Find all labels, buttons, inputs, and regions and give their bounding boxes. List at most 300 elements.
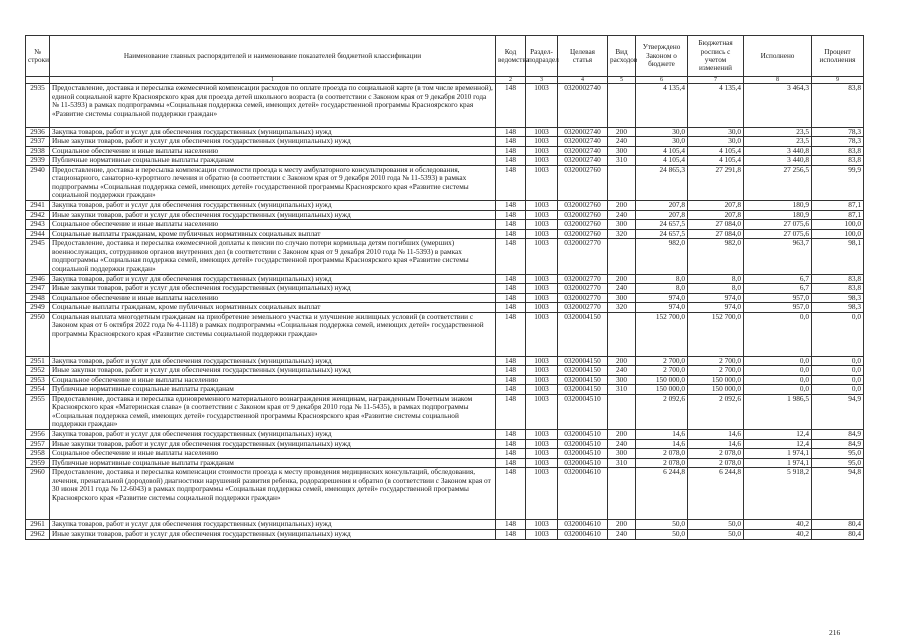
cell-row-number: 2953 — [26, 375, 50, 385]
cell-budget-list: 2 700,0 — [688, 366, 744, 376]
cell-name: Предоставление, доставка и пересылка компенсации стоимости проезда к месту проведения медицинских консультаций, обследования, лечения, пренатальной (дородовой) диагностики нарушений развития ребенка, родоразрешения и обратно (в соответствии с Законом края от 30 июня 2011 года № 12-6043) в рамках подпрограммы «Социальная поддержка семей, имеющих детей» государственной программы Красноярского края «Развитие системы социальной поддержки граждан» — [50, 468, 496, 520]
cell-percent: 100,0 — [812, 229, 864, 239]
cell-approved: 8,0 — [636, 274, 688, 284]
cell-target-item: 0320002760 — [558, 220, 608, 230]
cell-expense-type: 200 — [608, 201, 636, 211]
cell-section: 1003 — [526, 284, 558, 294]
cell-row-number: 2946 — [26, 274, 50, 284]
cell-target-item: 0320002760 — [558, 165, 608, 200]
cell-target-item: 0320002760 — [558, 210, 608, 220]
cell-expense-type: 200 — [608, 356, 636, 366]
cell-executed: 180,9 — [744, 201, 812, 211]
cell-executed: 0,0 — [744, 385, 812, 395]
cell-section: 1003 — [526, 366, 558, 376]
cell-percent: 98,3 — [812, 293, 864, 303]
budget-table — [25, 35, 864, 540]
cell-budget-list: 14,6 — [688, 439, 744, 449]
cell-percent: 98,1 — [812, 239, 864, 274]
cell-name: Публичные нормативные социальные выплаты гражданам — [50, 458, 496, 468]
table-row — [26, 303, 864, 313]
table-row — [26, 394, 864, 429]
cell-department-code: 148 — [496, 312, 526, 356]
cell-approved: 50,0 — [636, 520, 688, 530]
cell-row-number: 2945 — [26, 239, 50, 274]
cell-approved: 982,0 — [636, 239, 688, 274]
cell-name: Иные закупки товаров, работ и услуг для обеспечения государственных (муниципальных) нужд — [50, 137, 496, 147]
cell-row-number: 2962 — [26, 530, 50, 540]
cell-approved: 150 000,0 — [636, 375, 688, 385]
cell-percent: 0,0 — [812, 356, 864, 366]
cell-target-item: 0320002740 — [558, 156, 608, 166]
cell-approved: 2 700,0 — [636, 356, 688, 366]
cell-executed: 12,4 — [744, 439, 812, 449]
cell-budget-list: 4 135,4 — [688, 84, 744, 128]
cell-target-item: 0320004150 — [558, 366, 608, 376]
cell-executed: 0,0 — [744, 366, 812, 376]
cell-department-code: 148 — [496, 429, 526, 439]
col-header-executed: Исполнено — [744, 36, 812, 77]
cell-expense-type: 300 — [608, 375, 636, 385]
cell-section: 1003 — [526, 156, 558, 166]
cell-name: Предоставление, доставка и пересылка единовременного материального вознаграждения женщинам, награжденным Почетным знаком Красноярского края «Материнская слава» (в соответствии с Законом края от 9 декабря 2010 года № 11-5435), в рамках подпрограммы «Социальная поддержка семей, имеющих детей» государственной программы Красноярского края «Развитие системы социальной поддержки граждан» — [50, 394, 496, 429]
cell-department-code: 148 — [496, 220, 526, 230]
col-header-section: Раздел-подраздел — [526, 36, 558, 77]
cell-expense-type: 200 — [608, 520, 636, 530]
cell-target-item: 0320002770 — [558, 239, 608, 274]
cell-department-code: 148 — [496, 520, 526, 530]
cell-section: 1003 — [526, 429, 558, 439]
cell-section: 1003 — [526, 293, 558, 303]
cell-target-item: 0320002770 — [558, 303, 608, 313]
cell-expense-type: 300 — [608, 449, 636, 459]
cell-section: 1003 — [526, 449, 558, 459]
cell-section: 1003 — [526, 229, 558, 239]
cell-row-number: 2947 — [26, 284, 50, 294]
cell-target-item: 0320002740 — [558, 84, 608, 128]
cell-executed: 0,0 — [744, 312, 812, 356]
cell-approved: 4 105,4 — [636, 156, 688, 166]
cell-approved: 14,6 — [636, 429, 688, 439]
cell-budget-list: 27 084,0 — [688, 229, 744, 239]
cell-executed: 0,0 — [744, 356, 812, 366]
cell-executed: 3 440,8 — [744, 146, 812, 156]
cell-department-code: 148 — [496, 293, 526, 303]
cell-name: Закупка товаров, работ и услуг для обеспечения государственных (муниципальных) нужд — [50, 274, 496, 284]
cell-name: Иные закупки товаров, работ и услуг для обеспечения государственных (муниципальных) нужд — [50, 284, 496, 294]
col-number: 2 — [496, 77, 526, 84]
cell-row-number: 2944 — [26, 229, 50, 239]
cell-executed: 27 256,5 — [744, 165, 812, 200]
cell-row-number: 2958 — [26, 449, 50, 459]
cell-expense-type: 300 — [608, 293, 636, 303]
col-number: 3 — [526, 77, 558, 84]
cell-budget-list: 2 078,0 — [688, 458, 744, 468]
cell-department-code: 148 — [496, 449, 526, 459]
cell-section: 1003 — [526, 137, 558, 147]
cell-department-code: 148 — [496, 356, 526, 366]
cell-section: 1003 — [526, 468, 558, 520]
cell-executed: 3 440,8 — [744, 156, 812, 166]
cell-budget-list: 2 092,6 — [688, 394, 744, 429]
cell-department-code: 148 — [496, 284, 526, 294]
cell-section: 1003 — [526, 394, 558, 429]
cell-row-number: 2936 — [26, 127, 50, 137]
cell-row-number: 2960 — [26, 468, 50, 520]
cell-department-code: 148 — [496, 137, 526, 147]
cell-row-number: 2939 — [26, 156, 50, 166]
cell-row-number: 2959 — [26, 458, 50, 468]
cell-percent: 83,8 — [812, 156, 864, 166]
cell-name: Предоставление, доставка и пересылка ежемесячной доплаты к пенсии по случаю потери кормильца детям погибших (умерших) военнослужащих, сотрудников органов внутренних дел (в соответствии с Законом края от 9 декабря 2010 года № 11-5393) в рамках подпрограммы «Социальная поддержка семей, имеющих детей» государственной программы Красноярского края «Развитие системы социальной поддержки граждан» — [50, 239, 496, 274]
cell-approved: 150 000,0 — [636, 385, 688, 395]
cell-department-code: 148 — [496, 385, 526, 395]
cell-percent: 100,0 — [812, 220, 864, 230]
cell-approved: 2 092,6 — [636, 394, 688, 429]
cell-target-item: 0320004150 — [558, 385, 608, 395]
table-row — [26, 137, 864, 147]
cell-executed: 180,9 — [744, 210, 812, 220]
cell-section: 1003 — [526, 165, 558, 200]
cell-name: Иные закупки товаров, работ и услуг для обеспечения государственных (муниципальных) нужд — [50, 210, 496, 220]
page-number: 216 — [829, 628, 841, 637]
col-header-department-code: Код ведомства — [496, 36, 526, 77]
cell-budget-list: 14,6 — [688, 429, 744, 439]
cell-expense-type: 320 — [608, 229, 636, 239]
cell-name: Закупка товаров, работ и услуг для обеспечения государственных (муниципальных) нужд — [50, 520, 496, 530]
cell-approved: 4 105,4 — [636, 146, 688, 156]
cell-budget-list: 152 700,0 — [688, 312, 744, 356]
col-header-approved: Утверждено Законом о бюджете — [636, 36, 688, 77]
cell-row-number: 2941 — [26, 201, 50, 211]
cell-percent: 95,0 — [812, 449, 864, 459]
cell-budget-list: 974,0 — [688, 293, 744, 303]
col-number: 1 — [50, 77, 496, 84]
cell-department-code: 148 — [496, 375, 526, 385]
cell-department-code: 148 — [496, 239, 526, 274]
col-number: 8 — [744, 77, 812, 84]
cell-percent: 83,8 — [812, 284, 864, 294]
cell-expense-type: 200 — [608, 429, 636, 439]
cell-expense-type: 240 — [608, 210, 636, 220]
cell-budget-list: 2 078,0 — [688, 449, 744, 459]
cell-section: 1003 — [526, 274, 558, 284]
cell-budget-list: 30,0 — [688, 127, 744, 137]
cell-budget-list: 8,0 — [688, 274, 744, 284]
cell-percent: 0,0 — [812, 366, 864, 376]
cell-expense-type: 240 — [608, 530, 636, 540]
cell-budget-list: 4 105,4 — [688, 146, 744, 156]
cell-section: 1003 — [526, 458, 558, 468]
cell-executed: 23,5 — [744, 137, 812, 147]
cell-expense-type: 310 — [608, 385, 636, 395]
cell-executed: 957,0 — [744, 293, 812, 303]
table-row — [26, 385, 864, 395]
cell-section: 1003 — [526, 303, 558, 313]
cell-approved: 24 865,3 — [636, 165, 688, 200]
cell-row-number: 2954 — [26, 385, 50, 395]
table-row — [26, 165, 864, 200]
cell-expense-type: 240 — [608, 366, 636, 376]
cell-target-item: 0320004150 — [558, 356, 608, 366]
cell-section: 1003 — [526, 375, 558, 385]
cell-target-item: 0320004150 — [558, 375, 608, 385]
cell-executed: 27 075,6 — [744, 229, 812, 239]
cell-percent: 87,1 — [812, 210, 864, 220]
cell-department-code: 148 — [496, 146, 526, 156]
table-row — [26, 449, 864, 459]
cell-row-number: 2957 — [26, 439, 50, 449]
cell-percent: 83,8 — [812, 146, 864, 156]
cell-name: Иные закупки товаров, работ и услуг для обеспечения государственных (муниципальных) нужд — [50, 439, 496, 449]
cell-name: Публичные нормативные социальные выплаты гражданам — [50, 385, 496, 395]
cell-expense-type: 240 — [608, 137, 636, 147]
table-row — [26, 239, 864, 274]
cell-budget-list: 150 000,0 — [688, 375, 744, 385]
cell-percent: 95,0 — [812, 458, 864, 468]
cell-name: Иные закупки товаров, работ и услуг для обеспечения государственных (муниципальных) нужд — [50, 366, 496, 376]
cell-name: Публичные нормативные социальные выплаты гражданам — [50, 156, 496, 166]
col-header-name: Наименование главных распорядителей и наименование показателей бюджетной классификации — [50, 36, 496, 77]
cell-budget-list: 4 105,4 — [688, 156, 744, 166]
cell-approved: 974,0 — [636, 293, 688, 303]
cell-section: 1003 — [526, 520, 558, 530]
cell-row-number: 2961 — [26, 520, 50, 530]
cell-department-code: 148 — [496, 530, 526, 540]
cell-percent: 84,9 — [812, 439, 864, 449]
cell-target-item: 0320004610 — [558, 520, 608, 530]
col-number: 6 — [636, 77, 688, 84]
cell-section: 1003 — [526, 220, 558, 230]
cell-row-number: 2940 — [26, 165, 50, 200]
cell-approved: 14,6 — [636, 439, 688, 449]
cell-approved: 30,0 — [636, 137, 688, 147]
cell-expense-type: 240 — [608, 284, 636, 294]
cell-approved: 207,8 — [636, 201, 688, 211]
cell-name: Закупка товаров, работ и услуг для обеспечения государственных (муниципальных) нужд — [50, 429, 496, 439]
cell-expense-type: 310 — [608, 458, 636, 468]
cell-expense-type — [608, 165, 636, 200]
cell-expense-type — [608, 394, 636, 429]
cell-target-item: 0320002760 — [558, 229, 608, 239]
cell-target-item: 0320004510 — [558, 439, 608, 449]
cell-target-item: 0320002740 — [558, 137, 608, 147]
col-header-expense-type: Вид расходов — [608, 36, 636, 77]
cell-target-item: 0320002770 — [558, 274, 608, 284]
cell-percent: 0,0 — [812, 385, 864, 395]
cell-approved: 4 135,4 — [636, 84, 688, 128]
cell-name: Социальное обеспечение и иные выплаты населению — [50, 293, 496, 303]
table-row — [26, 312, 864, 356]
cell-department-code: 148 — [496, 156, 526, 166]
cell-executed: 963,7 — [744, 239, 812, 274]
cell-target-item: 0320004510 — [558, 458, 608, 468]
cell-executed: 6,7 — [744, 284, 812, 294]
cell-row-number: 2952 — [26, 366, 50, 376]
cell-section: 1003 — [526, 84, 558, 128]
table-row — [26, 468, 864, 520]
cell-executed: 3 464,3 — [744, 84, 812, 128]
table-row — [26, 220, 864, 230]
cell-approved: 24 657,5 — [636, 220, 688, 230]
cell-expense-type: 300 — [608, 220, 636, 230]
cell-name: Социальное обеспечение и иные выплаты населению — [50, 220, 496, 230]
cell-department-code: 148 — [496, 439, 526, 449]
cell-budget-list: 27 084,0 — [688, 220, 744, 230]
cell-budget-list: 8,0 — [688, 284, 744, 294]
cell-budget-list: 6 244,8 — [688, 468, 744, 520]
cell-target-item: 0320002770 — [558, 293, 608, 303]
cell-approved: 207,8 — [636, 210, 688, 220]
table-row — [26, 201, 864, 211]
cell-executed: 1 974,1 — [744, 458, 812, 468]
cell-target-item: 0320002770 — [558, 284, 608, 294]
cell-budget-list: 974,0 — [688, 303, 744, 313]
cell-row-number: 2938 — [26, 146, 50, 156]
cell-section: 1003 — [526, 210, 558, 220]
cell-department-code: 148 — [496, 229, 526, 239]
cell-section: 1003 — [526, 201, 558, 211]
cell-approved: 30,0 — [636, 127, 688, 137]
cell-department-code: 148 — [496, 303, 526, 313]
cell-target-item: 0320004510 — [558, 429, 608, 439]
cell-executed: 6,7 — [744, 274, 812, 284]
cell-row-number: 2949 — [26, 303, 50, 313]
cell-budget-list: 207,8 — [688, 210, 744, 220]
cell-row-number: 2955 — [26, 394, 50, 429]
cell-section: 1003 — [526, 146, 558, 156]
cell-name: Предоставление, доставка и пересылка ежемесячной компенсации расходов по оплате проезда по социальной карте (в том числе временной), единой социальной карте Красноярского края для проезда детей школьного возраста (в соответствии с Законом края от 9 декабря 2010 года № 11-5393) в рамках подпрограммы «Социальная поддержка семей, имеющих детей» государственной программы Красноярского края «Развитие системы социальной поддержки граждан» — [50, 84, 496, 128]
cell-percent: 98,3 — [812, 303, 864, 313]
cell-department-code: 148 — [496, 366, 526, 376]
cell-expense-type: 310 — [608, 156, 636, 166]
col-number: 5 — [608, 77, 636, 84]
cell-approved: 24 657,5 — [636, 229, 688, 239]
cell-percent: 94,9 — [812, 394, 864, 429]
cell-section: 1003 — [526, 385, 558, 395]
cell-department-code: 148 — [496, 127, 526, 137]
cell-department-code: 148 — [496, 394, 526, 429]
cell-expense-type: 320 — [608, 303, 636, 313]
table-body — [26, 84, 864, 540]
col-header-budget-list: Бюджетная роспись с учетом изменений — [688, 36, 744, 77]
cell-percent: 78,3 — [812, 127, 864, 137]
cell-row-number: 2950 — [26, 312, 50, 356]
budget-table-page — [25, 35, 863, 540]
cell-target-item: 0320002740 — [558, 127, 608, 137]
cell-target-item: 0320004150 — [558, 312, 608, 356]
cell-row-number: 2943 — [26, 220, 50, 230]
cell-section: 1003 — [526, 127, 558, 137]
cell-budget-list: 27 291,8 — [688, 165, 744, 200]
cell-percent: 80,4 — [812, 530, 864, 540]
cell-percent: 94,8 — [812, 468, 864, 520]
cell-percent: 83,8 — [812, 84, 864, 128]
cell-percent: 84,9 — [812, 429, 864, 439]
cell-target-item: 0320002740 — [558, 146, 608, 156]
cell-expense-type — [608, 84, 636, 128]
cell-target-item: 0320004610 — [558, 530, 608, 540]
cell-executed: 957,0 — [744, 303, 812, 313]
col-header-percent: Процент исполнения — [812, 36, 864, 77]
cell-expense-type — [608, 239, 636, 274]
cell-row-number: 2951 — [26, 356, 50, 366]
cell-percent: 0,0 — [812, 375, 864, 385]
cell-name: Иные закупки товаров, работ и услуг для обеспечения государственных (муниципальных) нужд — [50, 530, 496, 540]
cell-expense-type: 200 — [608, 127, 636, 137]
cell-row-number: 2942 — [26, 210, 50, 220]
cell-executed: 40,2 — [744, 530, 812, 540]
cell-department-code: 148 — [496, 274, 526, 284]
table-row — [26, 429, 864, 439]
cell-name: Закупка товаров, работ и услуг для обеспечения государственных (муниципальных) нужд — [50, 127, 496, 137]
cell-percent: 80,4 — [812, 520, 864, 530]
cell-percent: 87,1 — [812, 201, 864, 211]
cell-row-number: 2935 — [26, 84, 50, 128]
col-number: 4 — [558, 77, 608, 84]
cell-approved: 152 700,0 — [636, 312, 688, 356]
table-row — [26, 530, 864, 540]
cell-executed: 23,5 — [744, 127, 812, 137]
cell-name: Социальное обеспечение и иные выплаты населению — [50, 146, 496, 156]
cell-percent: 99,9 — [812, 165, 864, 200]
cell-executed: 5 918,2 — [744, 468, 812, 520]
col-header-target-item: Целевая статья — [558, 36, 608, 77]
cell-section: 1003 — [526, 530, 558, 540]
cell-department-code: 148 — [496, 201, 526, 211]
cell-executed: 0,0 — [744, 375, 812, 385]
cell-row-number: 2937 — [26, 137, 50, 147]
cell-expense-type: 240 — [608, 439, 636, 449]
cell-approved: 2 078,0 — [636, 458, 688, 468]
cell-budget-list: 2 700,0 — [688, 356, 744, 366]
cell-row-number: 2956 — [26, 429, 50, 439]
col-number: 9 — [812, 77, 864, 84]
cell-name: Социальное обеспечение и иные выплаты населению — [50, 449, 496, 459]
cell-budget-list: 50,0 — [688, 530, 744, 540]
cell-approved: 6 244,8 — [636, 468, 688, 520]
cell-expense-type: 300 — [608, 146, 636, 156]
cell-percent: 0,0 — [812, 312, 864, 356]
cell-executed: 1 974,1 — [744, 449, 812, 459]
cell-approved: 2 078,0 — [636, 449, 688, 459]
cell-target-item: 0320004510 — [558, 394, 608, 429]
table-header — [26, 36, 864, 84]
cell-section: 1003 — [526, 439, 558, 449]
cell-target-item: 0320004510 — [558, 449, 608, 459]
cell-name: Социальные выплаты гражданам, кроме публичных нормативных социальных выплат — [50, 303, 496, 313]
cell-budget-list: 30,0 — [688, 137, 744, 147]
cell-approved: 50,0 — [636, 530, 688, 540]
cell-department-code: 148 — [496, 84, 526, 128]
cell-name: Предоставление, доставка и пересылка компенсации стоимости проезда к месту амбулаторного консультирования и обследования, стационарного, санаторно-курортного лечения и обратно (в соответствии с Законом края от 9 декабря 2010 года № 11-5393) в рамках подпрограммы «Социальная поддержка семей, имеющих детей» государственной программы Красноярского края «Развитие системы социальной поддержки граждан» — [50, 165, 496, 200]
cell-expense-type — [608, 312, 636, 356]
cell-expense-type: 200 — [608, 274, 636, 284]
cell-section: 1003 — [526, 312, 558, 356]
cell-section: 1003 — [526, 356, 558, 366]
col-number: 7 — [688, 77, 744, 84]
cell-department-code: 148 — [496, 458, 526, 468]
cell-target-item: 0320004610 — [558, 468, 608, 520]
cell-budget-list: 150 000,0 — [688, 385, 744, 395]
cell-department-code: 148 — [496, 210, 526, 220]
table-row — [26, 284, 864, 294]
cell-budget-list: 207,8 — [688, 201, 744, 211]
cell-section: 1003 — [526, 239, 558, 274]
cell-target-item: 0320002760 — [558, 201, 608, 211]
cell-department-code: 148 — [496, 165, 526, 200]
cell-executed: 40,2 — [744, 520, 812, 530]
cell-department-code: 148 — [496, 468, 526, 520]
